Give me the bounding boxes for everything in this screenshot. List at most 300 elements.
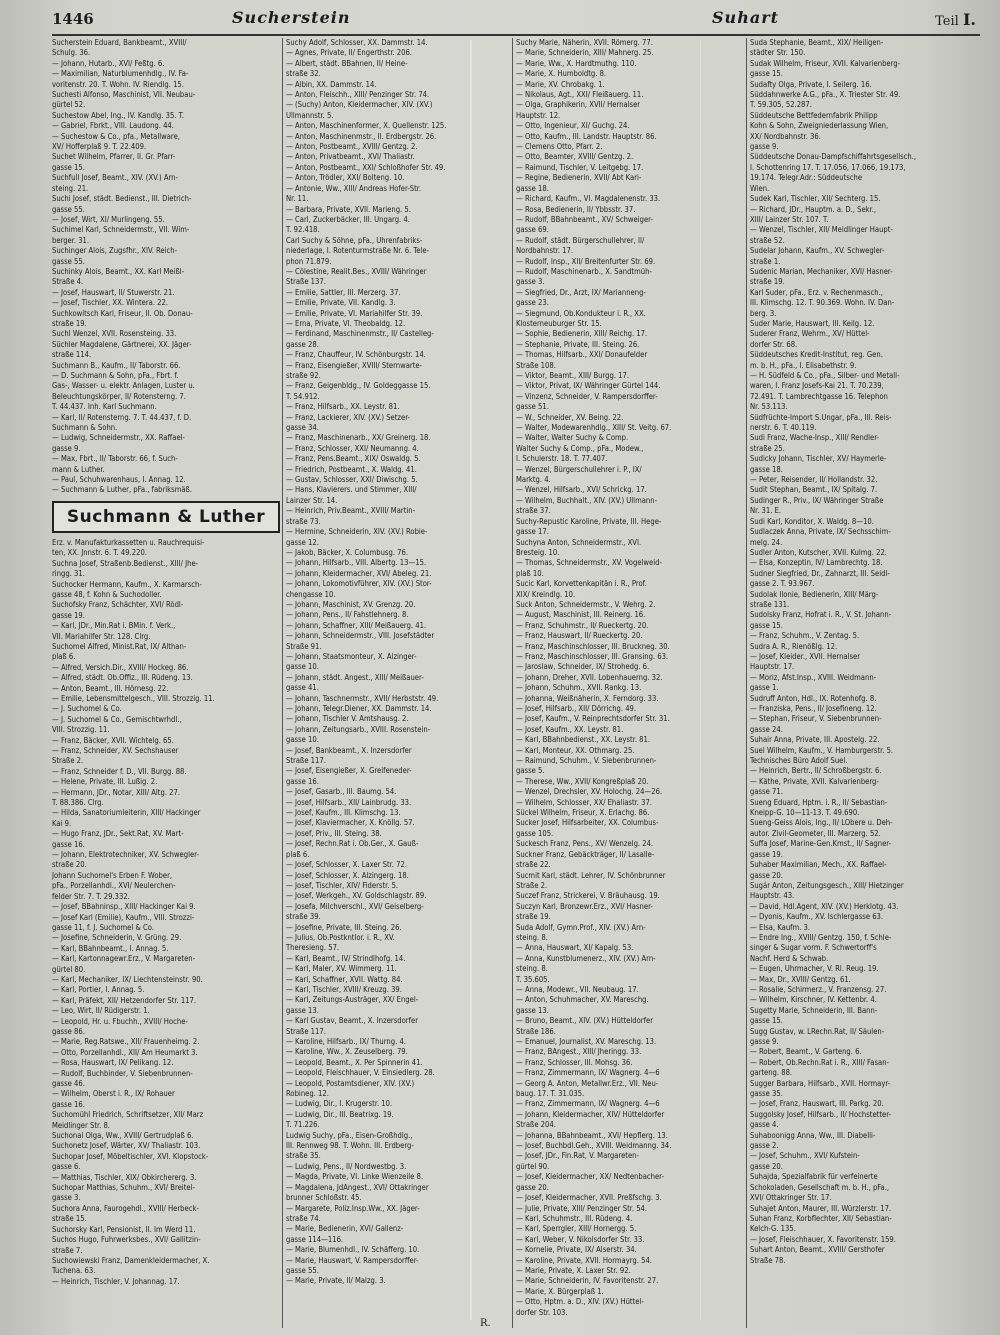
- directory-entry-line: Straße 2.: [516, 880, 548, 890]
- directory-entry-line: — Johann, Kleidermacher, XVI/ Abeleg. 21.: [286, 568, 432, 578]
- directory-entry-line: steing. 8.: [516, 964, 548, 974]
- directory-entry-line: — Friedrich, Postbeamt., X. Waldg. 41.: [286, 464, 417, 474]
- directory-entry-line: — Leopold, Hr. u. Fbuchh., XVIII/ Hoche-: [52, 1016, 188, 1026]
- directory-entry-line: gasse 34.: [286, 423, 319, 433]
- directory-entry-line: gasse 3.: [52, 1193, 81, 1203]
- directory-entry-line: Süddeutsche Bettfedernfabrik Philipp: [750, 110, 878, 120]
- directory-entry-line: gasse 51.: [516, 402, 549, 412]
- directory-entry-line: — Ferdinand, Maschinenmstr., II/ Castelleg-: [286, 329, 434, 339]
- directory-entry-line: Straße 137.: [286, 277, 326, 287]
- directory-entry-line: Kohn & Sohn, Zweigniederlassung Wien,: [750, 121, 889, 131]
- directory-entry-line: — Josefine, Private, III. Steing. 26.: [286, 922, 402, 932]
- directory-entry-line: — Marie, Schneiderin, IV. Favoritenstr. 27.: [516, 1276, 659, 1286]
- part-indicator: [935, 10, 976, 29]
- directory-entry-line: gasse 6.: [52, 1162, 81, 1172]
- directory-entry-line: — Hermine, Schneiderin, XIV. (XV.) Robie-: [286, 527, 428, 537]
- directory-entry-line: — Emanuel, Journalist, XV. Mareschg. 13.: [516, 1037, 657, 1046]
- directory-entry-line: Nr. 11.: [286, 194, 309, 204]
- directory-entry-line: — Anton, Postbeamt., XXI/ Schloßhofer Str. 49.: [286, 162, 446, 172]
- headword-right: Suhart: [712, 8, 780, 27]
- directory-entry-line: m. b. H., pFa., I. Elisabethstr. 9.: [750, 360, 857, 370]
- directory-entry-line: gasse 19.: [52, 610, 85, 620]
- directory-entry-line: Suchkowitsch Karl, Friseur, II. Ob. Donau-: [52, 308, 193, 318]
- directory-entry-line: — Rudolf, Buchbinder, V. Siebenbrunnen-: [52, 1068, 193, 1078]
- directory-entry-line: gasse 10.: [286, 662, 319, 672]
- directory-entry-line: gasse 114—116.: [286, 1234, 344, 1244]
- directory-entry-line: — Jakob, Bäcker, X. Columbusg. 76.: [286, 547, 409, 557]
- directory-entry-line: — Regine, Bedienerin, XVII/ Abt Kari-: [516, 173, 642, 183]
- directory-entry-line: straße 20.: [52, 860, 87, 870]
- directory-entry-line: — Karl, JDr., Min.Rat i. BMin. f. Verk.,: [52, 621, 176, 631]
- directory-entry-line: — Thomas, Hilfsarb., XXI/ Donaufelder: [516, 350, 648, 360]
- directory-entry-line: Suel Wilhelm, Kaufm., V. Hamburgerstr. 5.: [750, 745, 894, 755]
- directory-entry-line: — Raimund, Tischler, V. Leitgebg. 17.: [516, 162, 644, 172]
- directory-entry-line: — Therese, Ww., XVII/ Kongreßplaß 20.: [516, 776, 649, 786]
- directory-entry-line: — Max, Dr., XVIII/ Gentzg. 61.: [750, 974, 851, 984]
- directory-entry-line: Suchonal Olga, Ww., XVIII/ Gertrudplaß 6.: [52, 1131, 194, 1141]
- directory-entry-line: gasse 5.: [516, 766, 545, 776]
- directory-entry-line: — Franz, Bäcker, XVII. Wichtelg. 65.: [52, 735, 174, 745]
- directory-entry-line: — Viktor, Beamt., XIII/ Burgg. 17.: [516, 371, 630, 380]
- directory-entry-line: gasse 13.: [516, 1005, 549, 1015]
- directory-entry-line: straße 19.: [52, 318, 87, 328]
- directory-entry-line: gasse 16.: [286, 776, 319, 786]
- directory-entry-line: — Gustav, Schlosser, XXI/ Diwischg. 5.: [286, 475, 418, 485]
- directory-entry-line: — Barbara, Private, XVII. Marieng. 5.: [286, 204, 411, 214]
- directory-entry-line: Carl Suchy & Söhne, pFa., Uhrenfabriks-: [286, 235, 423, 245]
- directory-entry-line: — Johann, Telegr.Diener, XX. Dammstr. 14.: [286, 704, 432, 713]
- directory-entry-line: pFa., Porzellanhdl., XVI/ Neulerchen-: [52, 881, 176, 891]
- directory-entry-line: — Josef, Schuhm., XVI/ Kufstein-: [750, 1151, 860, 1161]
- directory-entry-line: — Hermann, JDr., Notar, XIII/ Altg. 27.: [52, 787, 181, 797]
- directory-entry-line: Sueng-Geiss Alois, Ing., II/ LObere u. Deh-: [750, 818, 893, 828]
- directory-entry-line: — Gabriel, Fbrkt., VIII. Laudong. 44.: [52, 121, 174, 131]
- directory-entry-line: 72.491. T. Lambrechtgasse 16. Telephon: [750, 391, 888, 401]
- footer-mark: R.: [480, 1318, 491, 1329]
- directory-entry-line: — Karl, BBahnbedienst., XX. Leystr. 81.: [516, 735, 651, 745]
- directory-entry-line: — Marie, X. Humboldtg. 8.: [516, 69, 607, 79]
- directory-entry-line: — Stephan, Friseur, V. Siebenbrunnen-: [750, 714, 882, 724]
- directory-entry-line: Lainzer Str. 14.: [286, 495, 338, 505]
- directory-entry-line: — Sophie, Bedienerin, XIII/ Reichg. 17.: [516, 329, 648, 339]
- directory-entry-line: Suchorsky Karl, Pensionist, II. Im Werd 11.: [52, 1224, 196, 1234]
- directory-entry-line: — Franz, Zimmermann, IX/ Wagnerg. 4—6: [516, 1099, 660, 1109]
- directory-entry-line: Suchonetz Josef, Wärter, XV/ Thaliastr. 103.: [52, 1141, 201, 1151]
- directory-entry-line: Gas-, Wasser- u. elektr. Anlagen, Luster u.: [52, 381, 195, 391]
- directory-entry-line: Sudinger R., Priv., IX/ Währinger Straße: [750, 495, 884, 505]
- directory-entry-line: — Anton, Trödler, XXI/ Bolteng. 10.: [286, 173, 405, 183]
- directory-entry-line: — Josef, Wirt, XI/ Murlingeng. 55.: [52, 214, 165, 224]
- directory-entry-line: T. 71.226.: [286, 1120, 320, 1130]
- directory-entry-line: — Josef, Kleider., XVII. Hernalser: [750, 651, 861, 661]
- directory-entry-line: — Marie, Private, II/ Malzg. 3.: [286, 1276, 386, 1286]
- directory-entry-line: — Rudolf, Insp., XII/ Breitenfurter Str. 69.: [516, 256, 656, 266]
- directory-entry-line: — Franz, Schuhm., V. Zentag. 5.: [750, 631, 860, 641]
- directory-entry-line: — Franz, Schuhmstr., II/ Rueckertg. 20.: [516, 620, 649, 630]
- directory-entry-line: — Rosa, Hauswart, IX/ Pelikang. 12.: [52, 1058, 174, 1068]
- directory-entry-line: — Josef, Buchbdl.Geh., XVIII. Weidmanng. 34.: [516, 1141, 672, 1151]
- directory-entry-line: — Josef, Fleischhauer, X. Favoritenstr. 159.: [750, 1234, 896, 1244]
- directory-entry-line: straße 22.: [516, 860, 551, 870]
- directory-entry-line: straße 73.: [286, 516, 321, 526]
- directory-entry-line: Bresteig. 10.: [516, 547, 560, 557]
- directory-entry-line: — Magda, Private, VI. Linke Wienzeile 8.: [286, 1172, 424, 1182]
- directory-entry-line: Johann Suchomel's Erben F. Wober,: [52, 870, 173, 880]
- directory-entry-line: gasse 19.: [750, 849, 783, 859]
- entry-column-3: [516, 38, 744, 1328]
- directory-entry-line: — Wenzel, Drechsler, XV. Holochg. 24—26.: [516, 787, 663, 797]
- directory-entry-line: — Raimund, Schuhm., V. Siebenbrunnen-: [516, 756, 657, 766]
- directory-entry-line: — Marie, Blumenhdl., IV. Schäfferg. 10.: [286, 1245, 420, 1255]
- directory-entry-line: — Franz, Eisengießer, XVIII/ Sternwarte-: [286, 360, 423, 370]
- directory-entry-line: gasse 41.: [286, 683, 319, 693]
- directory-entry-line: Wien.: [750, 183, 770, 193]
- directory-entry-line: Suggolsky Josef, Hilfsarb., II/ Hochstetter-: [750, 1109, 892, 1119]
- directory-entry-line: — Jaroslaw, Schneider, IX/ Strohedg. 6.: [516, 662, 650, 672]
- directory-entry-line: Sugger Barbara, Hilfsarb., XVII. Hormayr-: [750, 1078, 891, 1088]
- directory-entry-line: III. Rennweg 98. T. Wohn. III. Erdberg-: [286, 1141, 414, 1151]
- directory-entry-line: Hauptstr. 17.: [750, 662, 795, 672]
- directory-entry-line: Sückel Wilhelm, Friseur, X. Erlachg. 86.: [516, 808, 650, 818]
- directory-entry-line: — Kornelie, Private, IX/ Alserstr. 34.: [516, 1245, 637, 1255]
- directory-entry-line: gasse 2. T. 93.967.: [750, 579, 815, 589]
- directory-entry-line: — Marie, Hauswart, V. Rampersdorffer-: [286, 1255, 419, 1265]
- directory-entry-line: Suhair Anna, Private, III. Apostelg. 22.: [750, 735, 880, 745]
- directory-entry-line: berger. 31.: [52, 235, 90, 245]
- directory-entry-line: gasse 16.: [52, 839, 85, 849]
- directory-entry-line: — Dyonis, Kaufm., XV. Ischlergasse 63.: [750, 912, 884, 922]
- directory-entry-line: Walter Suchy & Comp., pFa., Modew.,: [516, 443, 644, 453]
- directory-entry-line: Sudak Wilhelm, Friseur, XVII. Kalvarienberg-: [750, 58, 901, 68]
- directory-entry-line: gasse 15.: [52, 162, 85, 172]
- directory-entry-line: gasse 20.: [516, 1182, 549, 1192]
- directory-entry-line: — Johann, Maschinist, XV. Grenzg. 20.: [286, 599, 416, 609]
- directory-entry-line: — Rosa, Bedienerin, II/ Ybbsstr. 37.: [516, 204, 636, 214]
- headword-left: Sucherstein: [232, 8, 351, 27]
- directory-entry-line: ringg. 31.: [52, 569, 85, 579]
- directory-entry-line: T. 88.386. Clrg.: [52, 798, 104, 808]
- directory-entry-line: — Moriz, Afst.Insp., XVIII. Weidmann-: [750, 672, 877, 682]
- directory-entry-line: — Siegfried, Dr., Arzt, IX/ Marianneng-: [516, 287, 646, 297]
- directory-entry-line: — Olga, Graphikerin, XVII/ Hernalser: [516, 100, 641, 110]
- directory-entry-line: — Stephanie, Private, III. Steing. 26.: [516, 339, 640, 349]
- directory-entry-line: waren, I. Franz Josefs-Kai 21. T. 70.239,: [750, 381, 884, 391]
- directory-entry-line: gasse 35.: [750, 1089, 783, 1099]
- directory-entry-line: XX/ Nordbahnstr. 36.: [750, 131, 821, 141]
- directory-entry-line: Süddeutsche Donau-Dampfschiffahrtsgesellsch.,: [750, 152, 917, 162]
- column-divider: [512, 38, 513, 1328]
- directory-entry-line: Suder Marie, Hauswart, III. Keilg. 12.: [750, 318, 875, 328]
- directory-entry-line: Kneipp-G. 10—11-13. T. 49.690.: [750, 808, 860, 818]
- directory-entry-line: brunner Schloßstr. 45.: [286, 1193, 362, 1203]
- directory-entry-line: — Wilhelm, Buchhalt., XIV. (XV.) Ullmann-: [516, 495, 658, 505]
- directory-entry-line: T. 59.305, 52.287.: [750, 100, 812, 110]
- directory-entry-line: Suczyn Karl, Bronzewr.Erz., XVI/ Hasner-: [516, 901, 653, 911]
- directory-entry-line: — Karoline, Ww., X. Zeuselberg. 79.: [286, 1047, 408, 1057]
- directory-entry-line: — Josef, Kaufm., V. Reinprechtsdorfer Str. 31.: [516, 714, 670, 724]
- directory-entry-line: — Johann, Elektrotechniker, XV. Schwegler-: [52, 850, 199, 860]
- directory-entry-line: — Margarete, Poliz.Insp.Ww., XX. Jäger-: [286, 1203, 420, 1213]
- directory-entry-line: Suckesch Franz, Pens., XV/ Wenzelg. 24.: [516, 839, 654, 849]
- directory-entry-line: gasse 20.: [750, 870, 783, 880]
- directory-entry-line: — Heinrich, Tischler, V. Johannag. 17.: [52, 1276, 180, 1286]
- directory-entry-line: Suchyna Anton, Schneidermstr., XVI.: [516, 537, 642, 547]
- directory-entry-line: — Karoline, Hilfsarb., IX/ Thurng. 4.: [286, 1037, 406, 1046]
- directory-entry-line: gasse 9.: [750, 1037, 779, 1046]
- directory-entry-line: — Franz, Maschinschlosser, III. Bruckneg. 30.: [516, 641, 670, 651]
- directory-entry-line: Klosterneuburger Str. 15.: [516, 318, 602, 328]
- directory-entry-line: — Max, Fbrt., II/ Taborstr. 66, f. Such-: [52, 454, 178, 464]
- directory-entry-line: VII. Mariahilfer Str. 128. Clrg.: [52, 631, 151, 641]
- directory-entry-line: III. Klimschg. 12. T. 90.369. Wohn. IV. Dan-: [750, 298, 895, 308]
- directory-entry-line: — Karl, Präfekt, XII/ Hetzendorfer Str. 117.: [52, 995, 197, 1005]
- directory-entry-line: gasse 28.: [286, 339, 319, 349]
- directory-entry-line: Sudi Karl, Konditor, X. Waldg. 8—10.: [750, 516, 874, 526]
- directory-entry-line: Theresieng. 57.: [286, 943, 340, 953]
- directory-entry-line: gürtel 90.: [516, 1161, 550, 1171]
- directory-entry-line: — Anton, Maschinenformer, X. Quellenstr. 125.: [286, 121, 447, 131]
- directory-entry-line: — Johann, Zeitungsarb., XVIII. Rosenstein-: [286, 724, 431, 734]
- directory-entry-line: — Josef, Tischler, XIV/ Fiderstr. 5.: [286, 880, 399, 890]
- directory-entry-line: plaß 10.: [516, 568, 544, 578]
- directory-entry-line: — Franziska, Pens., II/ Josefineng. 12.: [750, 704, 877, 713]
- directory-entry-line: Südfrüchte-Import S.Ungar, pFa., III. Reis-: [750, 412, 892, 422]
- directory-entry-line: — Franz, Schlosser, III. Mohsg. 36.: [516, 1057, 633, 1067]
- directory-entry-line: Straße 117.: [286, 756, 326, 766]
- directory-entry-line: Suchinky Alois, Beamt., XX. Karl Meißl-: [52, 266, 185, 276]
- directory-entry-line: straße 15.: [52, 1214, 87, 1224]
- directory-entry-line: Sucic Karl, Korvettenkapitän i. R., Prof.: [516, 579, 647, 589]
- directory-entry-line: — Franz, Chauffeur, IV. Schönburgstr. 14.: [286, 350, 426, 360]
- directory-entry-line: — Georg A. Anton, Metallwr.Erz., VII. Neu-: [516, 1078, 659, 1088]
- directory-entry-line: T. 54.912.: [286, 391, 320, 401]
- directory-entry-line: T. 44.437. Inh. Karl Suchmann.: [52, 402, 157, 412]
- directory-entry-line: gasse 15.: [750, 620, 783, 630]
- directory-entry-line: — Josef, Kleidermacher, XVII. Preßfschg. 3.: [516, 1193, 662, 1203]
- directory-entry-line: ten, XX. Jnnstr. 6. T. 49.220.: [52, 548, 147, 558]
- directory-entry-line: — Karl, II/ Rotensterng. 7. T. 44.437, f. D.: [52, 412, 192, 422]
- directory-entry-line: straße 131.: [750, 599, 790, 609]
- directory-entry-line: — Helene, Private, III. Lußig. 2.: [52, 777, 158, 787]
- directory-entry-line: — Julius, Ob.Postkntlor. i. R., XV.: [286, 932, 395, 942]
- directory-entry-line: gasse 48, f. Kohn & Suchodoller.: [52, 589, 162, 599]
- directory-entry-line: — Johann, Taschnermstr., XVII/ Herbststr. 49.: [286, 693, 439, 703]
- directory-entry-line: — Josef, Hilfsarb., XII/ Dörrichg. 49.: [516, 704, 637, 713]
- directory-entry-line: Nachf. Herd & Schwab.: [750, 953, 829, 963]
- directory-entry-line: Suhaboonigg Anna, Ww., III. Diabelli-: [750, 1130, 876, 1140]
- directory-entry-line: — Siegmund, Ob.Kondukteur i. R., XX.: [516, 308, 646, 318]
- directory-entry-line: — J. Suchomel & Co., Gemischtwrhdl.,: [52, 714, 182, 724]
- directory-entry-line: Suchopar Josef, Möbeltischler, XVI. Klopstock-: [52, 1151, 209, 1161]
- directory-entry-line: Nordbahnstr. 17.: [516, 246, 574, 256]
- directory-entry-line: — Wenzel, Hilfsarb., XVI/ Schrickg. 17.: [516, 485, 647, 495]
- directory-entry-line: Suchofsky Franz, Schächter, XVI/ Rödl-: [52, 600, 184, 610]
- directory-entry-line: — Josef, Eisengießer, X. Greifeneder-: [286, 766, 412, 776]
- directory-entry-line: straße 37.: [516, 506, 551, 516]
- directory-entry-line: — Josef, Schlosser, X. Laxer Str. 72.: [286, 860, 407, 870]
- directory-entry-line: Suhan Franz, Korbflechter, XII/ Sebastian-: [750, 1213, 892, 1223]
- entry-column-1: [52, 38, 280, 1328]
- directory-entry-line: gasse 46.: [52, 1079, 85, 1088]
- directory-entry-line: gasse 18.: [750, 464, 783, 474]
- directory-entry-line: Sugár Anton, Zeitungsgesch., XIII/ Hietzinger: [750, 880, 904, 890]
- directory-entry-line: — August, Maschinist, III. Reinerg. 16.: [516, 610, 646, 620]
- directory-entry-line: Straße 108.: [516, 360, 556, 370]
- directory-entry-line: XIX/ Kreindlg. 10.: [516, 589, 576, 599]
- directory-entry-line: Sucker Josef, Hilfsarbeiter, XX. Columbus-: [516, 818, 659, 828]
- directory-entry-line: — Josef, Kaufm., XX. Leystr. 81.: [516, 724, 624, 734]
- directory-entry-line: Ludwig Suchy, pFa., Eisen-Großhdlg.,: [286, 1130, 413, 1140]
- directory-entry-line: Sucmit Karl, städt. Lehrer, IV. Schönbrunner: [516, 870, 666, 880]
- directory-entry-line: — Marie, Ww., X. Hardtmuthg. 110.: [516, 58, 637, 68]
- directory-entry-line: Sudruff Anton, Hdl., IX. Rotenhofg. 8.: [750, 693, 877, 703]
- directory-entry-line: Suchomühl Friedrich, Schriftsetzer, XII/ Marz: [52, 1110, 204, 1120]
- directory-entry-line: — Marie, Reg.Ratswe., XII/ Frauenheimg. 2.: [52, 1037, 200, 1047]
- directory-entry-line: gürtel 80.: [52, 964, 86, 974]
- directory-entry-line: — Josef, Priv., III. Steing. 38.: [286, 828, 382, 838]
- directory-entry-line: Nr. 53.113.: [750, 402, 788, 412]
- directory-entry-line: Sudi Franz, Wache-Insp., XIII/ Rendler-: [750, 433, 880, 443]
- directory-entry-line: — Josef, Kaufm., III. Klimschg. 13.: [286, 808, 401, 818]
- directory-entry-line: — Josef, Werkgeh., XV. Goldschlagstr. 89.: [286, 891, 427, 901]
- directory-entry-line: — Ludwig, Dir., I. Krugerstr. 10.: [286, 1099, 393, 1109]
- directory-entry-line: straße 1.: [750, 256, 781, 266]
- directory-entry-line: gasse 69.: [516, 225, 549, 235]
- directory-entry-line: gasse 4.: [750, 1120, 779, 1130]
- directory-entry-line: — Anton, Privatbeamt., XVI/ Thaliastr.: [286, 152, 415, 162]
- directory-entry-line: — W., Schneider, XV. Being. 22.: [516, 412, 624, 422]
- directory-entry-line: — Anton, Postbeamt., XVIII/ Gentzg. 2.: [286, 142, 418, 152]
- directory-entry-line: straße 39.: [286, 912, 321, 922]
- directory-entry-line: — Otto, Kaufm., III. Landstr. Hauptstr. 86.: [516, 131, 657, 141]
- directory-entry-line: — Marie, Schneiderin, XIII/ Mahnerg. 25.: [516, 48, 654, 58]
- directory-entry-line: — Cölestine, Realit.Bes., XVIII/ Währinger: [286, 266, 427, 276]
- directory-entry-line: — Karl, Sperrgler, XIII/ Hornergg. 5.: [516, 1224, 637, 1234]
- directory-entry-line: berg. 3.: [750, 308, 777, 318]
- directory-entry-line: Suchos Hugo, Fuhrwerksbes., XVI/ Gallitzin-: [52, 1235, 201, 1245]
- directory-entry-line: — Franz, Hauswart, II/ Rueckertg. 20.: [516, 631, 643, 641]
- directory-entry-line: Suchl Wenzel, XVII. Rosensteing. 33.: [52, 329, 177, 339]
- directory-entry-line: straße 19.: [516, 912, 551, 922]
- directory-entry-line: straße 52.: [750, 235, 785, 245]
- advertisement-box: Suchmann & Luther: [52, 501, 280, 533]
- directory-entry-line: Suhajet Anton, Maurer, III. Würzlerstr. 17.: [750, 1203, 892, 1213]
- directory-entry-line: Suckner Franz, Gebäckträger, II/ Lasalle-: [516, 849, 655, 859]
- directory-entry-line: — Emilie, Private, VII. Kandlg. 3.: [286, 298, 396, 308]
- directory-entry-line: — Albert, städt. BBahnen, II/ Heine-: [286, 58, 408, 68]
- directory-entry-line: Suhaber Maximilian, Mech., XX. Raffael-: [750, 860, 887, 870]
- directory-entry-line: Suhajda, Spezialfabrik für verfeinerte: [750, 1172, 878, 1182]
- directory-entry-line: gasse 15.: [750, 1016, 783, 1026]
- directory-entry-line: Straße 4.: [52, 277, 84, 287]
- directory-entry-line: — Franz, Schneider, XV. Sechshauser: [52, 746, 179, 755]
- directory-entry-line: gasse 86.: [52, 1026, 85, 1036]
- directory-entry-line: — Wilhelm, Kirschner, IV. Kettenbr. 4.: [750, 995, 877, 1005]
- directory-entry-line: gasse 1.: [750, 683, 779, 693]
- directory-entry-line: — Walter, Walter Suchy & Comp.: [516, 433, 629, 443]
- directory-entry-line: Sudra A. R., Rienößlg. 12.: [750, 641, 838, 651]
- directory-entry-line: Kelch-G. 135.: [750, 1224, 796, 1234]
- directory-entry-line: — Otto, Ingenieur, XI/ Guchg. 24.: [516, 121, 630, 131]
- directory-entry-line: — D. Suchmann & Sohn, pFa., Fbrt. f.: [52, 371, 179, 380]
- directory-entry-line: Suffa Josef, Marine-Gen.Kmst., II/ Sagner-: [750, 839, 892, 849]
- directory-entry-line: gasse 55.: [286, 1265, 319, 1275]
- directory-entry-line: Suchomel Alfred, Minist.Rat, IX/ Althan-: [52, 641, 187, 651]
- directory-entry-line: Sudek Karl, Tischler, XII/ Sechterg. 15.: [750, 194, 881, 204]
- directory-entry-line: — Karl, Portier, I. Annag. 5.: [52, 985, 145, 995]
- directory-entry-line: Suchi Josef, städt. Bedienst., III. Dietrich-: [52, 194, 192, 204]
- directory-entry-line: steing. 8.: [516, 932, 548, 942]
- directory-entry-line: gasse 3.: [516, 277, 545, 287]
- directory-entry-line: — Clemens Otto, Pfarr. 2.: [516, 142, 603, 152]
- directory-entry-line: — Karl, Weber, V. Nikolsdorfer Str. 33.: [516, 1234, 645, 1244]
- directory-entry-line: Sudolsky Franz, Hofrat i. R., V. St. Johann-: [750, 610, 892, 620]
- directory-entry-line: gasse 15.: [750, 69, 783, 79]
- directory-entry-line: — Franz, Schlosser, XXI/ Neumanng. 4.: [286, 443, 419, 453]
- directory-entry-line: — Johanna, BBahnbeamt., XVI/ Hepflerg. 13.: [516, 1130, 668, 1140]
- directory-entry-line: Sueng Eduard, Hptm. i. R., II/ Sebastian-: [750, 797, 888, 807]
- column-divider: [746, 38, 747, 1328]
- directory-entry-line: Suchna Josef, Straßenb.Bedienst., XIII/ Jhe-: [52, 558, 199, 568]
- directory-entry-line: städter Str. 150.: [750, 48, 806, 58]
- directory-entry-line: dorfer Str. 68.: [750, 339, 798, 349]
- directory-entry-line: — Karl, Schaffner, XVII. Wattg. 84.: [286, 974, 403, 984]
- directory-entry-line: I. Schulerstr. 18. T. 77.407.: [516, 454, 608, 464]
- directory-entry-line: — Antonie, Ww., XIII/ Andreas Hofer-Str.: [286, 183, 422, 193]
- directory-entry-line: Nr. 31. E.: [750, 506, 782, 516]
- directory-entry-line: Suchestow Abel, Ing., IV. Kandlg. 35. T.: [52, 110, 185, 120]
- directory-entry-line: — Erna, Private, VI. Theobaldg. 12.: [286, 318, 406, 328]
- directory-entry-line: — Anna, Hauswart, XI/ Kapalg. 53.: [516, 943, 634, 953]
- directory-entry-line: XIII/ Lainzer Str. 107. T.: [750, 214, 829, 224]
- directory-entry-line: — Johann, Schuhm., XVII. Rankg. 13.: [516, 683, 642, 693]
- directory-entry-line: — Elsa, Konzeptin, IV/ Lambrechtg. 18.: [750, 558, 883, 568]
- directory-entry-line: Suczef Franz, Strickerei, V. Bräuhausg. 19.: [516, 891, 660, 901]
- directory-entry-line: gasse 11, f. J. Suchomel & Co.: [52, 922, 154, 932]
- directory-entry-line: — Rudolf, BBahnbeamt., XV/ Schweiger-: [516, 214, 653, 224]
- directory-entry-line: autor. Zivil-Geometer, III. Marzerg. 52.: [750, 828, 881, 838]
- directory-entry-line: — Heinrich, Priv.Beamt., XVIII/ Martin-: [286, 506, 416, 516]
- directory-entry-line: straße 32.: [286, 69, 321, 79]
- page-header: [52, 4, 980, 34]
- directory-entry-line: — Anton, Beamt., III. Hörnesg. 22.: [52, 683, 169, 693]
- directory-entry-line: gasse 71.: [750, 787, 783, 797]
- directory-entry-line: — Johanna, Weißnäherin, X. Ferndorg. 33.: [516, 693, 659, 703]
- directory-entry-line: Marktg. 4.: [516, 475, 551, 485]
- directory-entry-line: Süddahnwerke A.G., pFa., X. Triester Str. 49.: [750, 90, 901, 100]
- directory-entry-line: gasse 12.: [286, 537, 319, 547]
- directory-entry-line: straße 35.: [286, 1151, 321, 1161]
- directory-entry-line: — Peter, Reisender, II/ Hollandstr. 32.: [750, 475, 878, 485]
- directory-entry-line: Sudelar Johann, Kaufm., XV. Schwegler-: [750, 246, 885, 256]
- directory-entry-line: gasse 105.: [516, 828, 554, 838]
- directory-entry-line: Tuchena. 63.: [52, 1266, 96, 1276]
- directory-entry-line: Meidlinger Str. 8.: [52, 1120, 110, 1130]
- directory-entry-line: — Magdalena, JdAngest., XVI/ Ottakringer: [286, 1182, 429, 1192]
- directory-entry-line: — Leopold, Beamt., X. Per Spinnerin 41.: [286, 1057, 423, 1067]
- directory-entry-line: — Nikolaus, Agt., XXI/ Fleißauerg. 11.: [516, 90, 644, 100]
- directory-entry-line: Robineg. 12.: [286, 1089, 329, 1099]
- directory-entry-line: — Anton, Schuhmacher, XV. Mareschg.: [516, 995, 649, 1005]
- directory-entry-line: — Hilda, Sanatoriumleiterin, XIII/ Hackinger: [52, 808, 201, 818]
- directory-entry-line: — Franz, Lackierer, XIV. (XV.) Setzer-: [286, 412, 410, 422]
- directory-entry-line: — Marie, Private, X. Laxer Str. 92.: [516, 1265, 631, 1275]
- directory-entry-line: gasse 24.: [750, 724, 783, 734]
- column-divider: [282, 38, 283, 1328]
- directory-entry-line: — Elsa, Kaufm. 3.: [750, 922, 811, 932]
- directory-entry-line: gasse 16.: [52, 1099, 85, 1109]
- directory-entry-line: — Johann, Kleidermacher, XIV/ Hütteldorfer: [516, 1109, 665, 1119]
